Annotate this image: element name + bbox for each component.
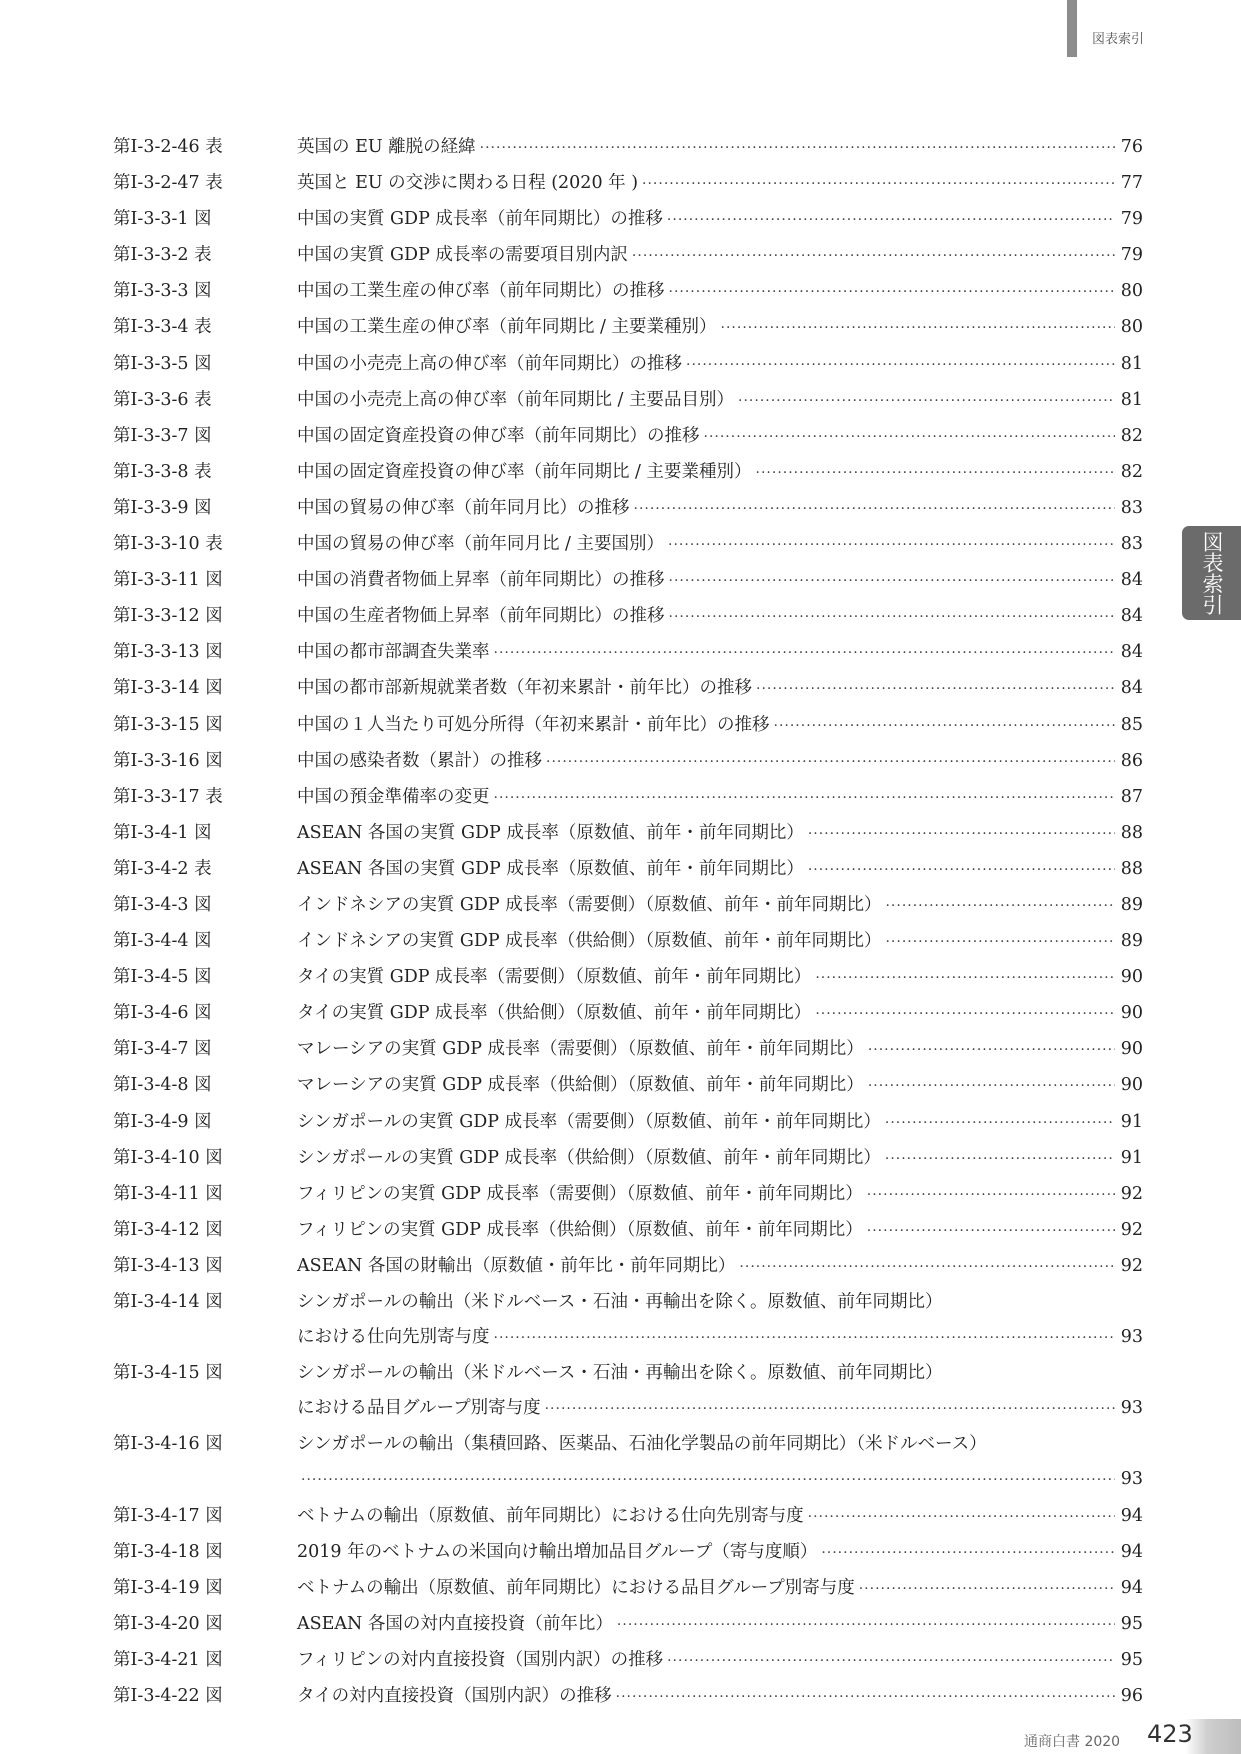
entry-page: 84 xyxy=(1120,642,1143,663)
entry-title: 中国の１人当たり可処分所得（年初来累計・前年比）の推移 xyxy=(297,714,770,735)
entry-page: 91 xyxy=(1120,1147,1143,1168)
entry-title: フィリピンの対内直接投資（国別内訳）の推移 xyxy=(297,1649,664,1670)
entry-page: 90 xyxy=(1120,1075,1143,1096)
entry-code: 第Ⅰ-3-3-1 図 xyxy=(113,209,212,230)
dot-leader xyxy=(634,492,1116,527)
dot-leader xyxy=(668,528,1115,563)
entry-page: 80 xyxy=(1120,281,1143,302)
index-entry[interactable] xyxy=(113,1643,1143,1679)
publication-title: 通商白書 2020 xyxy=(1024,1734,1121,1750)
entry-code: 第Ⅰ-3-3-2 表 xyxy=(113,245,212,266)
dot-leader xyxy=(494,781,1116,816)
dot-leader xyxy=(721,311,1115,346)
index-entry[interactable] xyxy=(113,1499,1143,1535)
dot-leader xyxy=(885,889,1115,924)
entry-title-continued: における品目グループ別寄与度 xyxy=(297,1398,541,1419)
dot-leader xyxy=(494,636,1116,671)
entry-page: 92 xyxy=(1120,1255,1143,1276)
index-entry[interactable] xyxy=(113,888,1143,924)
index-entry[interactable] xyxy=(113,1285,1143,1356)
entry-page: 89 xyxy=(1120,894,1143,915)
figure-index-list xyxy=(113,130,1143,1715)
dot-leader xyxy=(669,600,1116,635)
entry-page: 90 xyxy=(1120,1039,1143,1060)
dot-leader xyxy=(667,203,1115,238)
entry-title: シンガポールの輸出（米ドルベース・石油・再輸出を除く。原数値、前年同期比） xyxy=(297,1292,943,1312)
entry-title: 中国の固定資産投資の伸び率（前年同期比）の推移 xyxy=(297,425,700,446)
entry-code: 第Ⅰ-3-3-17 表 xyxy=(113,786,223,807)
entry-code: 第Ⅰ-3-3-11 図 xyxy=(113,570,223,591)
entry-title: ベトナムの輸出（原数値、前年同期比）における品目グループ別寄与度 xyxy=(297,1577,855,1598)
entry-title: ASEAN 各国の対内直接投資（前年比） xyxy=(297,1613,613,1634)
side-tab-label: 図表索引 xyxy=(1200,531,1224,615)
index-entry[interactable] xyxy=(113,635,1143,671)
index-entry[interactable] xyxy=(113,599,1143,635)
entry-code: 第Ⅰ-3-4-19 図 xyxy=(113,1577,223,1598)
entry-page: 77 xyxy=(1120,173,1143,194)
dot-leader xyxy=(756,672,1115,707)
dot-leader xyxy=(617,1608,1115,1643)
index-entry[interactable] xyxy=(113,347,1143,383)
entry-title: 中国の実質 GDP 成長率の需要項目別内訳 xyxy=(297,245,628,266)
entry-title: 英国と EU の交渉に関わる日程 (2020 年 ) xyxy=(297,173,639,194)
index-entry[interactable] xyxy=(113,527,1143,563)
index-entry[interactable] xyxy=(113,924,1143,960)
entry-code: 第Ⅰ-3-3-14 図 xyxy=(113,678,223,699)
entry-code: 第Ⅰ-3-4-18 図 xyxy=(113,1541,223,1562)
entry-page: 83 xyxy=(1120,497,1143,518)
entry-page: 90 xyxy=(1120,1003,1143,1024)
dot-leader xyxy=(545,1392,1115,1427)
index-entry[interactable] xyxy=(113,671,1143,707)
entry-code: 第Ⅰ-3-3-10 表 xyxy=(113,534,223,555)
index-entry[interactable] xyxy=(113,1141,1143,1177)
entry-page: 83 xyxy=(1120,534,1143,555)
entry-title: タイの対内直接投資（国別内訳）の推移 xyxy=(297,1686,612,1707)
header-bar xyxy=(1067,0,1077,57)
dot-leader xyxy=(815,961,1115,996)
entry-title: 中国の消費者物価上昇率（前年同期比）の推移 xyxy=(297,570,665,591)
entry-page: 94 xyxy=(1120,1505,1143,1526)
entry-title: 英国の EU 離脱の経緯 xyxy=(297,137,476,157)
entry-code: 第Ⅰ-3-4-10 図 xyxy=(113,1147,223,1168)
entry-title: フィリピンの実質 GDP 成長率（需要側）（原数値、前年・前年同期比） xyxy=(297,1183,863,1204)
entry-title: 中国の貿易の伸び率（前年同月比）の推移 xyxy=(297,497,630,518)
entry-code: 第Ⅰ-3-3-9 図 xyxy=(113,497,212,518)
entry-code: 第Ⅰ-3-3-5 図 xyxy=(113,353,212,374)
entry-code: 第Ⅰ-3-4-15 図 xyxy=(113,1363,223,1384)
entry-code: 第Ⅰ-3-4-9 図 xyxy=(113,1111,212,1132)
index-entry[interactable] xyxy=(113,1535,1143,1571)
index-entry[interactable] xyxy=(113,960,1143,996)
dot-leader xyxy=(632,239,1115,274)
index-entry[interactable] xyxy=(113,1177,1143,1213)
entry-code: 第Ⅰ-3-4-16 図 xyxy=(113,1434,223,1455)
index-entry[interactable] xyxy=(113,310,1143,346)
entry-code: 第Ⅰ-3-4-6 図 xyxy=(113,1003,212,1024)
index-entry[interactable] xyxy=(113,816,1143,852)
entry-title-continued: における仕向先別寄与度 xyxy=(297,1327,490,1348)
index-entry[interactable] xyxy=(113,780,1143,816)
entry-page: 87 xyxy=(1120,786,1143,807)
entry-code: 第Ⅰ-3-4-11 図 xyxy=(113,1183,223,1204)
entry-code: 第Ⅰ-3-4-2 表 xyxy=(113,858,212,879)
dot-leader xyxy=(885,925,1115,960)
entry-title: 中国の都市部新規就業者数（年初来累計・前年比）の推移 xyxy=(297,678,752,699)
dot-leader xyxy=(868,1069,1115,1104)
index-entry[interactable] xyxy=(113,563,1143,599)
entry-page: 94 xyxy=(1120,1541,1143,1562)
entry-code: 第Ⅰ-3-2-46 表 xyxy=(113,137,223,157)
entry-page: 79 xyxy=(1120,245,1143,266)
entry-title: フィリピンの実質 GDP 成長率（供給側）（原数値、前年・前年同期比） xyxy=(297,1219,863,1240)
index-entry[interactable] xyxy=(113,1068,1143,1104)
dot-leader xyxy=(739,1250,1115,1285)
entry-title: シンガポールの輸出（集積回路、医薬品、石油化学製品の前年同期比）（米ドルベース） xyxy=(297,1434,987,1455)
entry-page: 88 xyxy=(1120,822,1143,843)
entry-code: 第Ⅰ-3-4-4 図 xyxy=(113,931,212,952)
entry-title: 中国の実質 GDP 成長率（前年同期比）の推移 xyxy=(297,209,663,230)
index-entry[interactable] xyxy=(113,708,1143,744)
index-entry[interactable] xyxy=(113,455,1143,491)
entry-title: ベトナムの輸出（原数値、前年同期比）における仕向先別寄与度 xyxy=(297,1505,804,1526)
index-entry[interactable] xyxy=(113,1427,1143,1498)
entry-code: 第Ⅰ-3-2-47 表 xyxy=(113,173,223,194)
entry-code: 第Ⅰ-3-4-8 図 xyxy=(113,1075,212,1096)
dot-leader xyxy=(885,1142,1115,1177)
entry-code: 第Ⅰ-3-4-14 図 xyxy=(113,1292,223,1312)
index-entry[interactable] xyxy=(113,1607,1143,1643)
dot-leader xyxy=(868,1033,1115,1068)
dot-leader xyxy=(494,1321,1116,1356)
entry-title: 2019 年のベトナムの米国向け輸出増加品目グループ（寄与度順） xyxy=(297,1541,818,1562)
entry-page: 82 xyxy=(1120,425,1143,446)
entry-code: 第Ⅰ-3-3-15 図 xyxy=(113,714,223,735)
entry-title: タイの実質 GDP 成長率（需要側）（原数値、前年・前年同期比） xyxy=(297,967,812,988)
entry-title: 中国の生産者物価上昇率（前年同期比）の推移 xyxy=(297,606,665,627)
entry-title: 中国の固定資産投資の伸び率（前年同期比 / 主要業種別） xyxy=(297,461,752,482)
index-entry[interactable] xyxy=(113,491,1143,527)
entry-code: 第Ⅰ-3-3-13 図 xyxy=(113,642,223,663)
dot-leader xyxy=(821,1536,1115,1571)
entry-code: 第Ⅰ-3-3-4 表 xyxy=(113,317,212,338)
dot-leader xyxy=(669,564,1116,599)
entry-page: 81 xyxy=(1120,389,1143,410)
entry-title: シンガポールの輸出（米ドルベース・石油・再輸出を除く。原数値、前年同期比） xyxy=(297,1363,943,1384)
entry-title: マレーシアの実質 GDP 成長率（需要側）（原数値、前年・前年同期比） xyxy=(297,1039,864,1060)
dot-leader xyxy=(808,817,1115,852)
index-entry[interactable] xyxy=(113,744,1143,780)
footer-bar xyxy=(1185,1719,1241,1754)
entry-page: 96 xyxy=(1120,1686,1143,1707)
entry-code: 第Ⅰ-3-4-3 図 xyxy=(113,894,212,915)
index-entry[interactable] xyxy=(113,238,1143,274)
entry-title: 中国の都市部調査失業率 xyxy=(297,642,490,663)
dot-leader xyxy=(774,709,1116,744)
entry-page: 94 xyxy=(1120,1577,1143,1598)
entry-page: 85 xyxy=(1120,714,1143,735)
entry-page: 88 xyxy=(1120,858,1143,879)
entry-code: 第Ⅰ-3-4-5 図 xyxy=(113,967,212,988)
page-number: 423 xyxy=(1147,1720,1193,1748)
entry-page: 91 xyxy=(1120,1111,1143,1132)
entry-title: タイの実質 GDP 成長率（供給側）（原数値、前年・前年同期比） xyxy=(297,1003,812,1024)
index-entry[interactable] xyxy=(113,383,1143,419)
dot-leader xyxy=(815,997,1115,1032)
entry-code: 第Ⅰ-3-3-3 図 xyxy=(113,281,212,302)
dot-leader xyxy=(867,1178,1115,1213)
entry-code: 第Ⅰ-3-4-1 図 xyxy=(113,822,212,843)
entry-title: ASEAN 各国の財輸出（原数値・前年比・前年同期比） xyxy=(297,1255,736,1276)
index-entry[interactable] xyxy=(113,1571,1143,1607)
entry-page: 84 xyxy=(1120,570,1143,591)
entry-page: 89 xyxy=(1120,931,1143,952)
entry-page: 95 xyxy=(1120,1613,1143,1634)
dot-leader xyxy=(642,167,1115,202)
index-entry[interactable] xyxy=(113,1105,1143,1141)
dot-leader xyxy=(667,1644,1115,1679)
index-entry[interactable] xyxy=(113,1032,1143,1068)
entry-title: 中国の預金準備率の変更 xyxy=(297,786,490,807)
dot-leader xyxy=(301,1463,1115,1498)
index-entry[interactable] xyxy=(113,1213,1143,1249)
entry-page: 93 xyxy=(1120,1327,1143,1348)
dot-leader xyxy=(885,1106,1115,1141)
dot-leader xyxy=(480,131,1115,166)
dot-leader xyxy=(859,1572,1115,1607)
entry-title: 中国の小売売上高の伸び率（前年同期比 / 主要品目別） xyxy=(297,389,735,410)
entry-page: 86 xyxy=(1120,750,1143,771)
dot-leader xyxy=(686,348,1115,383)
entry-title: インドネシアの実質 GDP 成長率（供給側）（原数値、前年・前年同期比） xyxy=(297,931,882,952)
dot-leader xyxy=(738,384,1115,419)
index-entry[interactable] xyxy=(113,852,1143,888)
dot-leader xyxy=(704,420,1116,455)
entry-title: ASEAN 各国の実質 GDP 成長率（原数値、前年・前年同期比） xyxy=(297,822,804,843)
entry-title: 中国の工業生産の伸び率（前年同期比）の推移 xyxy=(297,281,665,302)
entry-page: 92 xyxy=(1120,1183,1143,1204)
entry-code: 第Ⅰ-3-3-6 表 xyxy=(113,389,212,410)
entry-page: 84 xyxy=(1120,678,1143,699)
dot-leader xyxy=(546,745,1115,780)
entry-title: 中国の感染者数（累計）の推移 xyxy=(297,750,542,771)
dot-leader xyxy=(867,1214,1115,1249)
entry-page: 90 xyxy=(1120,967,1143,988)
dot-leader xyxy=(808,853,1115,888)
entry-code: 第Ⅰ-3-3-7 図 xyxy=(113,425,212,446)
entry-title: 中国の小売売上高の伸び率（前年同期比）の推移 xyxy=(297,353,682,374)
entry-page: 92 xyxy=(1120,1219,1143,1240)
entry-title: シンガポールの実質 GDP 成長率（需要側）（原数値、前年・前年同期比） xyxy=(297,1111,881,1132)
index-entry[interactable] xyxy=(113,1356,1143,1427)
entry-page: 81 xyxy=(1120,353,1143,374)
index-entry[interactable] xyxy=(113,166,1143,202)
index-entry[interactable] xyxy=(113,1679,1143,1715)
dot-leader xyxy=(669,275,1116,310)
entry-page: 93 xyxy=(1120,1398,1143,1419)
entry-page: 76 xyxy=(1120,137,1143,157)
entry-title: 中国の貿易の伸び率（前年同月比 / 主要国別） xyxy=(297,534,665,555)
dot-leader xyxy=(616,1680,1115,1715)
entry-title: マレーシアの実質 GDP 成長率（供給側）（原数値、前年・前年同期比） xyxy=(297,1075,864,1096)
entry-title: インドネシアの実質 GDP 成長率（需要側）（原数値、前年・前年同期比） xyxy=(297,894,882,915)
entry-code: 第Ⅰ-3-3-12 図 xyxy=(113,606,223,627)
entry-title: シンガポールの実質 GDP 成長率（供給側）（原数値、前年・前年同期比） xyxy=(297,1147,881,1168)
entry-code: 第Ⅰ-3-4-7 図 xyxy=(113,1039,212,1060)
dot-leader xyxy=(756,456,1115,491)
entry-code: 第Ⅰ-3-4-12 図 xyxy=(113,1219,223,1240)
dot-leader xyxy=(808,1500,1115,1535)
entry-code: 第Ⅰ-3-3-8 表 xyxy=(113,461,212,482)
entry-title: 中国の工業生産の伸び率（前年同期比 / 主要業種別） xyxy=(297,317,717,338)
entry-page: 95 xyxy=(1120,1649,1143,1670)
index-entry[interactable] xyxy=(113,130,1143,166)
index-entry[interactable] xyxy=(113,419,1143,455)
entry-page: 79 xyxy=(1120,209,1143,230)
side-index-tab[interactable] xyxy=(1182,526,1241,620)
entry-page: 80 xyxy=(1120,317,1143,338)
entry-code: 第Ⅰ-3-4-22 図 xyxy=(113,1686,223,1707)
entry-page: 93 xyxy=(1120,1469,1143,1490)
entry-code: 第Ⅰ-3-4-21 図 xyxy=(113,1649,223,1670)
entry-page: 82 xyxy=(1120,461,1143,482)
entry-code: 第Ⅰ-3-4-20 図 xyxy=(113,1613,223,1634)
entry-code: 第Ⅰ-3-4-17 図 xyxy=(113,1505,223,1526)
entry-page: 84 xyxy=(1120,606,1143,627)
entry-code: 第Ⅰ-3-4-13 図 xyxy=(113,1255,223,1276)
entry-code: 第Ⅰ-3-3-16 図 xyxy=(113,750,223,771)
index-entry[interactable] xyxy=(113,996,1143,1032)
index-entry[interactable] xyxy=(113,202,1143,238)
section-header: 図表索引 xyxy=(1092,32,1145,47)
entry-title: ASEAN 各国の実質 GDP 成長率（原数値、前年・前年同期比） xyxy=(297,858,804,879)
index-entry[interactable] xyxy=(113,1249,1143,1285)
index-entry[interactable] xyxy=(113,274,1143,310)
